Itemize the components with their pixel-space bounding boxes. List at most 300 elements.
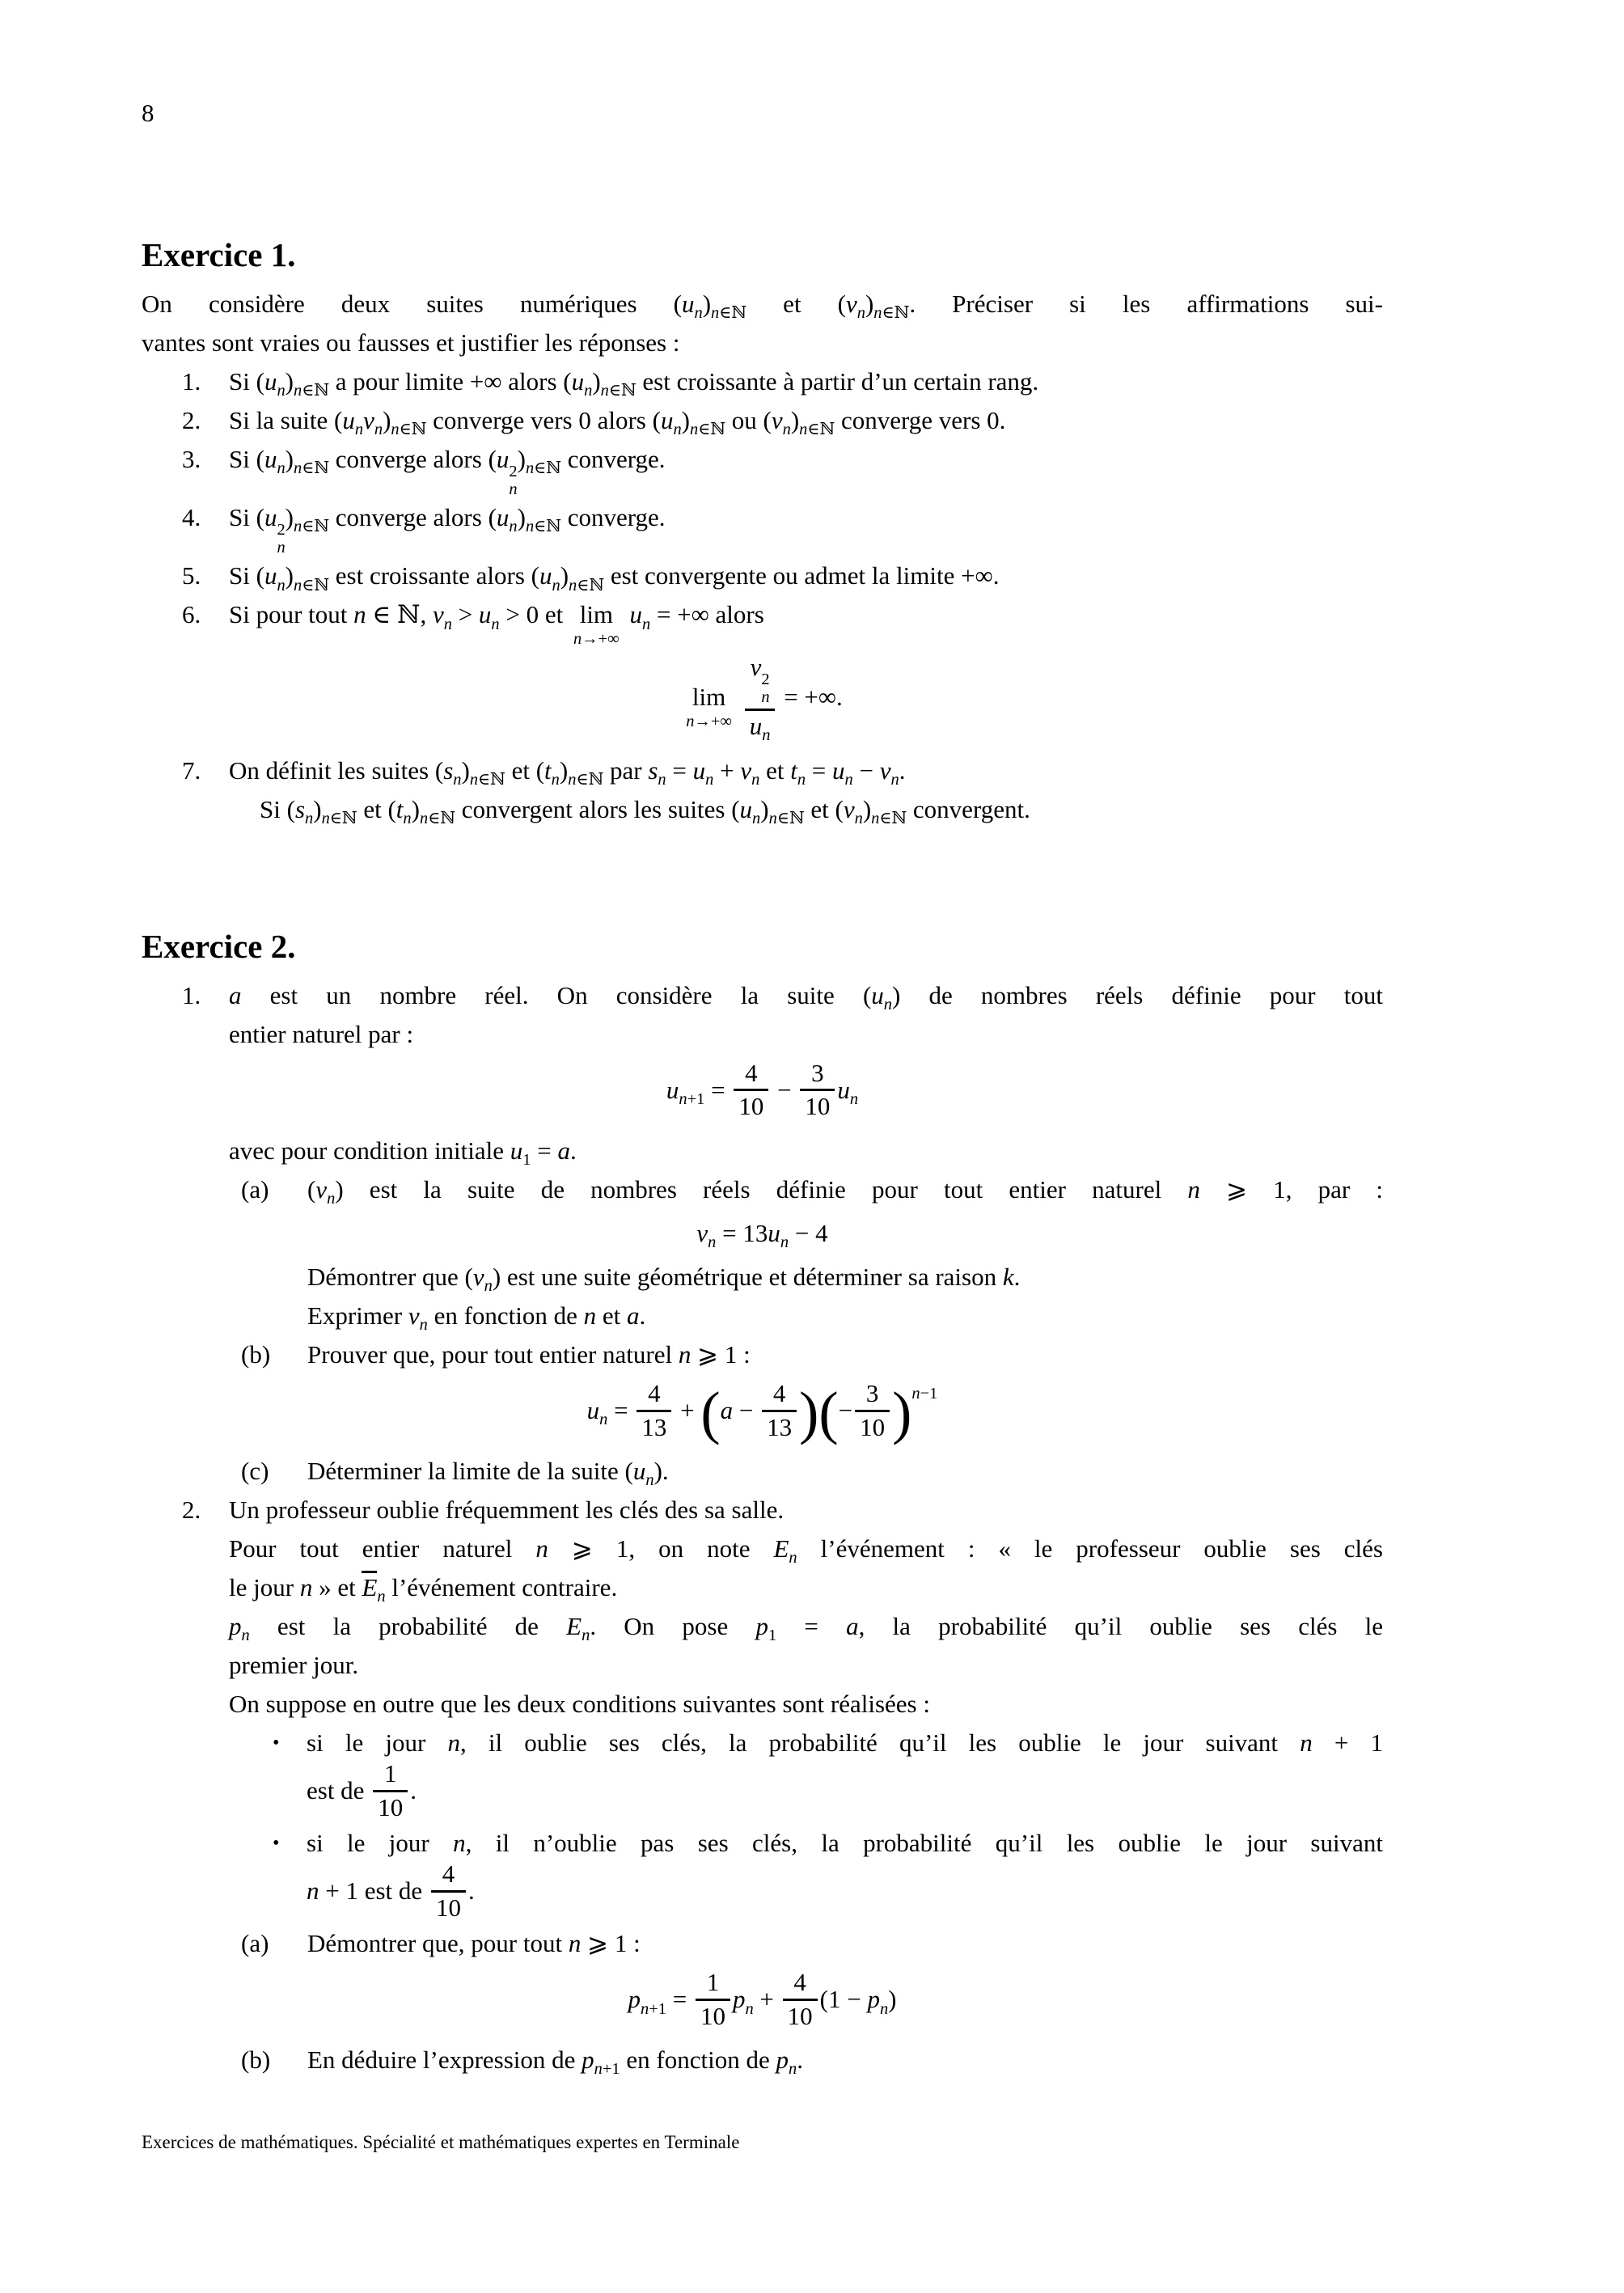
text-line <box>142 1529 1383 1568</box>
math-var: a <box>557 1136 570 1165</box>
script <box>690 421 725 438</box>
scripted-var <box>496 445 518 498</box>
text-line <box>142 285 1383 324</box>
text-line <box>142 1170 1383 1209</box>
scripted-var <box>862 794 907 827</box>
line-content <box>229 1573 618 1606</box>
line-content <box>307 1262 1021 1296</box>
scripted-var <box>632 1457 654 1490</box>
scripted-var <box>666 1075 705 1108</box>
text-run: En déduire l’expression de <box>307 2046 582 2075</box>
text-run: 1 <box>522 1150 531 1169</box>
text-line <box>142 1607 1383 1646</box>
limit-under <box>686 713 732 730</box>
scripted-var <box>560 561 605 594</box>
scripted-var <box>832 755 853 789</box>
text-run: Si ( <box>229 367 264 396</box>
scripted-var <box>790 755 806 789</box>
scripted-var <box>264 367 285 400</box>
scripted-var <box>586 1396 608 1429</box>
text-run: . <box>899 755 906 785</box>
text-line <box>142 1258 1383 1297</box>
math-var: t <box>544 755 552 785</box>
scripted-var <box>559 755 604 789</box>
text-run: 10 <box>860 1412 886 1441</box>
text-run: Si ( <box>229 445 264 473</box>
text-run: −1 <box>920 1384 938 1402</box>
text-run: ) est une suite géométrique et déterminer sa raison <box>492 1262 1003 1291</box>
text-run: ) <box>592 367 601 396</box>
math-var: p <box>732 1985 746 2014</box>
denominator <box>696 2001 730 2031</box>
math-var: v <box>879 755 891 785</box>
text-run: 4 <box>745 1058 758 1087</box>
limit-word: lim <box>691 682 726 711</box>
text-run: Si ( <box>229 503 264 532</box>
scripted-var <box>773 1534 797 1567</box>
text-run: On suppose en outre que les deux conditions suivantes sont réalisées : <box>229 1690 930 1719</box>
scripted-var <box>879 755 899 789</box>
text-run: 10 <box>787 2001 813 2030</box>
text-run: et <box>759 755 791 785</box>
scripted-var <box>749 712 771 745</box>
text-line <box>142 1452 1383 1491</box>
math-var: u <box>629 600 643 629</box>
math-var: u <box>264 367 277 396</box>
text-line <box>142 751 1383 790</box>
text-run: Exprimer <box>307 1301 408 1330</box>
list-marker: (c) <box>241 1457 269 1486</box>
list-marker: (b) <box>241 2046 271 2075</box>
text-run: ) <box>517 445 526 473</box>
math-var: n <box>679 1089 687 1108</box>
scripted-var <box>682 290 703 323</box>
text-line <box>142 1297 1383 1335</box>
fraction <box>762 1380 797 1441</box>
text-run: vantes sont vraies ou fausses et justifier les réponses : <box>142 328 680 357</box>
list-marker: • <box>273 1732 280 1754</box>
math-var: n <box>552 576 560 594</box>
text-run: + 1 est de <box>319 1876 429 1906</box>
text-line <box>142 1824 1383 1863</box>
text-run: Si pour tout <box>229 600 354 629</box>
text-run: ) <box>559 755 569 785</box>
text-run: 4 <box>793 1968 806 1997</box>
math-var: n <box>782 421 791 439</box>
script <box>568 771 603 789</box>
math-var: n <box>374 421 383 439</box>
text-run: = <box>806 755 833 785</box>
text-run: ∈ℕ <box>608 382 636 400</box>
text-run: = 13 <box>716 1218 768 1247</box>
math-var: n <box>658 770 666 789</box>
scripted-var <box>750 652 770 706</box>
text-run: + <box>674 1396 701 1425</box>
line-content <box>307 1457 669 1490</box>
scripted-var <box>867 1985 889 2018</box>
scripted-var <box>363 406 383 439</box>
list-marker: (b) <box>241 1339 271 1369</box>
text-run: = <box>704 1075 732 1104</box>
text-run: , il oublie ses clés, la probabilité qu’il les oublie le jour suivant <box>459 1728 1300 1758</box>
text-run: ) <box>285 445 294 473</box>
superscript <box>509 463 517 480</box>
math-var: n <box>883 995 892 1013</box>
text-run: en fonction de <box>427 1301 584 1330</box>
script <box>491 616 499 633</box>
fraction <box>855 1380 890 1441</box>
text-run: . Préciser si les affirmations sui- <box>909 290 1383 318</box>
text-run: ( <box>700 1380 721 1445</box>
math-var: n <box>911 1384 920 1402</box>
text-run: = <box>531 1136 558 1165</box>
text-run: si le jour <box>307 1728 448 1758</box>
text-run: ) <box>799 1380 819 1445</box>
text-line <box>142 1924 1383 1963</box>
display-equation <box>142 1378 1383 1445</box>
script <box>768 1627 776 1644</box>
script <box>294 382 329 400</box>
text-run: ∈ℕ <box>719 304 747 323</box>
text-run: ∈ ℕ, <box>366 600 433 629</box>
script <box>857 304 865 322</box>
math-var: u <box>666 1075 679 1104</box>
line-content <box>307 1301 646 1335</box>
fraction <box>783 1969 818 2030</box>
text-run: et ( <box>357 794 396 823</box>
math-var: n <box>594 2060 603 2079</box>
display-equation <box>142 652 1383 745</box>
script <box>601 382 636 400</box>
scripted-var <box>702 290 747 323</box>
text-run: ⩾ 1, par : <box>1199 1174 1384 1204</box>
limit-under <box>573 631 620 647</box>
text-run: par <box>603 755 649 785</box>
list-marker: 5. <box>182 561 201 590</box>
line-content <box>229 1651 358 1679</box>
text-run: = <box>666 1985 693 2014</box>
math-var: n <box>686 712 695 730</box>
list-marker: (a) <box>241 1174 269 1204</box>
text-run: converge alors ( <box>329 503 497 532</box>
math-var: n <box>599 1411 608 1429</box>
scripted-var <box>739 794 761 827</box>
denominator <box>783 2001 818 2031</box>
text-run: ) <box>702 290 712 318</box>
text-run: +1 <box>687 1089 705 1108</box>
script <box>751 771 759 789</box>
text-run: ∈ℕ <box>698 421 726 439</box>
script <box>641 2000 666 2018</box>
text-run: ∈ℕ <box>329 809 357 827</box>
text-run: ) <box>285 367 294 396</box>
text-run: ) <box>760 794 769 823</box>
math-var: v <box>472 1262 484 1291</box>
text-run: convergent alors les suites ( <box>455 794 740 823</box>
text-run: →+∞ <box>582 630 620 649</box>
text-run: premier jour. <box>229 1651 359 1680</box>
text-run: = <box>666 755 693 785</box>
text-run: ) <box>681 406 690 434</box>
math-var: n <box>491 615 500 633</box>
text-run: ∈ℕ <box>302 459 330 478</box>
scripted-var <box>264 561 285 594</box>
text-run: et ( <box>746 290 846 318</box>
exercise-1-title: Exercice 1. <box>142 236 296 273</box>
scripted-var <box>517 445 561 478</box>
text-run: ( <box>818 1380 839 1445</box>
numerator <box>734 1060 768 1092</box>
math-var: n <box>293 382 302 400</box>
math-var: u <box>496 445 510 473</box>
stacked-scripts <box>761 671 769 706</box>
list-marker: 1. <box>182 980 201 1009</box>
script <box>780 1233 789 1251</box>
scripted-var <box>845 290 865 323</box>
text-run: . <box>639 1301 646 1330</box>
script <box>355 421 363 438</box>
math-var: n <box>690 421 699 439</box>
math-var: v <box>771 406 783 434</box>
math-var: n <box>788 2060 797 2079</box>
text-run: ( <box>307 1174 316 1204</box>
text-run: ) <box>383 406 391 434</box>
text-line <box>142 595 1383 647</box>
math-var: n <box>391 421 400 439</box>
script <box>569 577 604 594</box>
math-var: n <box>277 382 285 400</box>
script <box>745 2000 753 2018</box>
text-line <box>142 556 1383 595</box>
line-content <box>229 367 1039 400</box>
text-run: 10 <box>378 1792 404 1821</box>
text-run: ) <box>517 503 526 532</box>
text-line <box>142 1859 1383 1924</box>
scripted-var <box>294 794 314 827</box>
math-var: n <box>600 382 609 400</box>
numerator <box>431 1860 466 1893</box>
subscript <box>277 539 285 556</box>
text-run: et ( <box>804 794 844 823</box>
text-run: ∈ℕ <box>428 809 455 827</box>
scripted-var <box>628 1985 666 2018</box>
text-line <box>142 401 1383 440</box>
numerator <box>855 1380 890 1412</box>
text-run: ∈ℕ <box>882 304 910 323</box>
text-run: 3 <box>811 1058 824 1087</box>
script <box>850 1090 858 1108</box>
math-var: n <box>849 1089 859 1108</box>
scripted-var <box>432 600 452 633</box>
text-run: ∈ℕ <box>576 770 604 789</box>
text-line <box>142 1646 1383 1685</box>
fraction <box>800 1060 835 1121</box>
text-run: . <box>1013 1262 1021 1291</box>
text-run: ) <box>560 561 569 590</box>
scripted-var <box>472 1262 493 1296</box>
math-var: n <box>403 809 412 827</box>
math-var: v <box>843 794 855 823</box>
text-run: Si ( <box>260 794 295 823</box>
script <box>453 771 461 789</box>
math-var: n <box>443 615 452 633</box>
text-run <box>624 600 630 628</box>
math-var: n <box>277 538 285 556</box>
display-equation <box>142 1968 1383 2033</box>
list-marker: 7. <box>182 755 201 785</box>
scripted-var <box>582 2046 620 2079</box>
scripted-var <box>313 794 357 827</box>
text-run: ∈ℕ <box>807 421 835 439</box>
script <box>673 421 681 438</box>
footer-text: Exercices de mathématiques. Spécialité et mathématiques expertes en Terminale <box>142 2132 740 2152</box>
text-line <box>142 1724 1383 1762</box>
text-line <box>142 324 1383 362</box>
math-var: n <box>525 518 535 536</box>
math-var: n <box>569 576 577 594</box>
limit-operator <box>573 602 620 647</box>
scripted-var <box>571 367 593 400</box>
math-var: n <box>469 770 479 789</box>
math-var: n <box>1187 1174 1200 1204</box>
math-var: n <box>321 809 330 827</box>
scripted-var <box>408 1301 428 1335</box>
text-run: est un nombre réel. On considère la suite ( <box>241 980 872 1009</box>
scripted-var <box>285 367 330 400</box>
script <box>871 810 907 827</box>
math-var: n <box>277 459 285 478</box>
stacked-scripts <box>509 463 517 498</box>
math-var: u <box>342 406 355 434</box>
script <box>294 518 329 535</box>
math-var: n <box>797 770 806 789</box>
scripted-var <box>285 503 330 536</box>
math-var: u <box>264 503 277 532</box>
scripted-var <box>892 1380 938 1445</box>
page-content <box>142 233 1383 2079</box>
text-run: ) <box>285 561 294 590</box>
list-marker: 1. <box>182 367 201 396</box>
math-var: u <box>768 1218 780 1247</box>
math-var: n <box>854 809 863 827</box>
math-var: n <box>293 576 302 594</box>
text-run: est de <box>307 1776 371 1805</box>
math-var: u <box>682 290 695 318</box>
math-var: p <box>628 1985 641 2014</box>
text-run: 1 <box>383 1759 397 1788</box>
text-run: en fonction de <box>620 2046 776 2075</box>
script <box>884 996 892 1013</box>
math-var: n <box>871 809 880 827</box>
list-marker: 6. <box>182 600 201 629</box>
text-run: ) <box>313 794 322 823</box>
text-run: l’événement contraire. <box>385 1573 618 1602</box>
text-run: ) <box>790 406 800 434</box>
denominator <box>636 1412 671 1442</box>
math-var: n <box>377 1588 386 1606</box>
text-run: . <box>569 1136 577 1165</box>
text-run: > <box>451 600 479 629</box>
math-var: v <box>363 406 374 434</box>
script <box>762 726 770 744</box>
script <box>799 421 835 438</box>
line-content <box>307 2046 803 2079</box>
text-run: , il n’oublie pas ses clés, la probabilité qu’il les oublie le jour suivant <box>465 1829 1383 1858</box>
math-var: n <box>645 1471 654 1490</box>
script <box>911 1385 937 1402</box>
text-line <box>142 440 1383 498</box>
subscript <box>509 481 517 498</box>
script <box>855 810 863 827</box>
script <box>470 771 505 789</box>
page-number: 8 <box>142 99 154 127</box>
script <box>797 771 806 789</box>
text-run: et <box>596 1301 628 1330</box>
script <box>403 810 411 827</box>
line-content <box>142 290 1383 323</box>
text-run: 2 <box>509 463 518 481</box>
text-line <box>142 976 1383 1015</box>
text-run: ) <box>411 794 420 823</box>
text-run: ) <box>865 290 874 318</box>
display-equation <box>142 1217 1383 1250</box>
line-content <box>142 328 680 357</box>
text-run: = <box>607 1396 635 1425</box>
line-content <box>307 1929 641 1957</box>
math-var: n <box>509 480 518 498</box>
scripted-var <box>681 406 726 439</box>
line-content <box>229 755 906 789</box>
numerator <box>636 1380 671 1412</box>
text-run: . On pose <box>590 1612 756 1641</box>
script <box>789 1549 797 1567</box>
math-var: p <box>867 1985 880 2014</box>
text-run: converge alors ( <box>329 445 497 473</box>
line-content <box>307 1340 751 1369</box>
text-run: − <box>771 1075 798 1104</box>
text-run: ∈ℕ <box>302 382 330 400</box>
stacked-scripts <box>277 522 285 556</box>
script <box>599 1411 607 1428</box>
math-var: n <box>419 1316 428 1335</box>
text-run: ∈ℕ <box>302 576 330 594</box>
math-var: E <box>566 1612 582 1641</box>
line-content <box>229 1496 784 1524</box>
scripted-var <box>566 1612 590 1645</box>
text-run: (1 − <box>819 1985 868 2014</box>
math-var: n <box>327 1189 336 1208</box>
math-var: v <box>315 1174 328 1204</box>
text-run: converge. <box>560 503 666 532</box>
math-var: n <box>453 770 462 789</box>
math-var: n <box>453 1829 466 1858</box>
script <box>584 382 592 400</box>
script <box>752 810 760 827</box>
scripted-var <box>517 503 561 536</box>
math-var: k <box>1002 1262 1014 1291</box>
text-run: 3 <box>865 1378 879 1407</box>
math-var: n <box>293 459 302 478</box>
scripted-var <box>771 406 791 439</box>
text-run: − <box>852 755 880 785</box>
text-line <box>142 790 1383 829</box>
scripted-var <box>478 600 500 633</box>
math-var: u <box>571 367 585 396</box>
text-run: 13 <box>767 1412 793 1441</box>
text-run: Démontrer que ( <box>307 1262 473 1291</box>
math-var: n <box>780 1233 789 1251</box>
script <box>642 616 650 633</box>
